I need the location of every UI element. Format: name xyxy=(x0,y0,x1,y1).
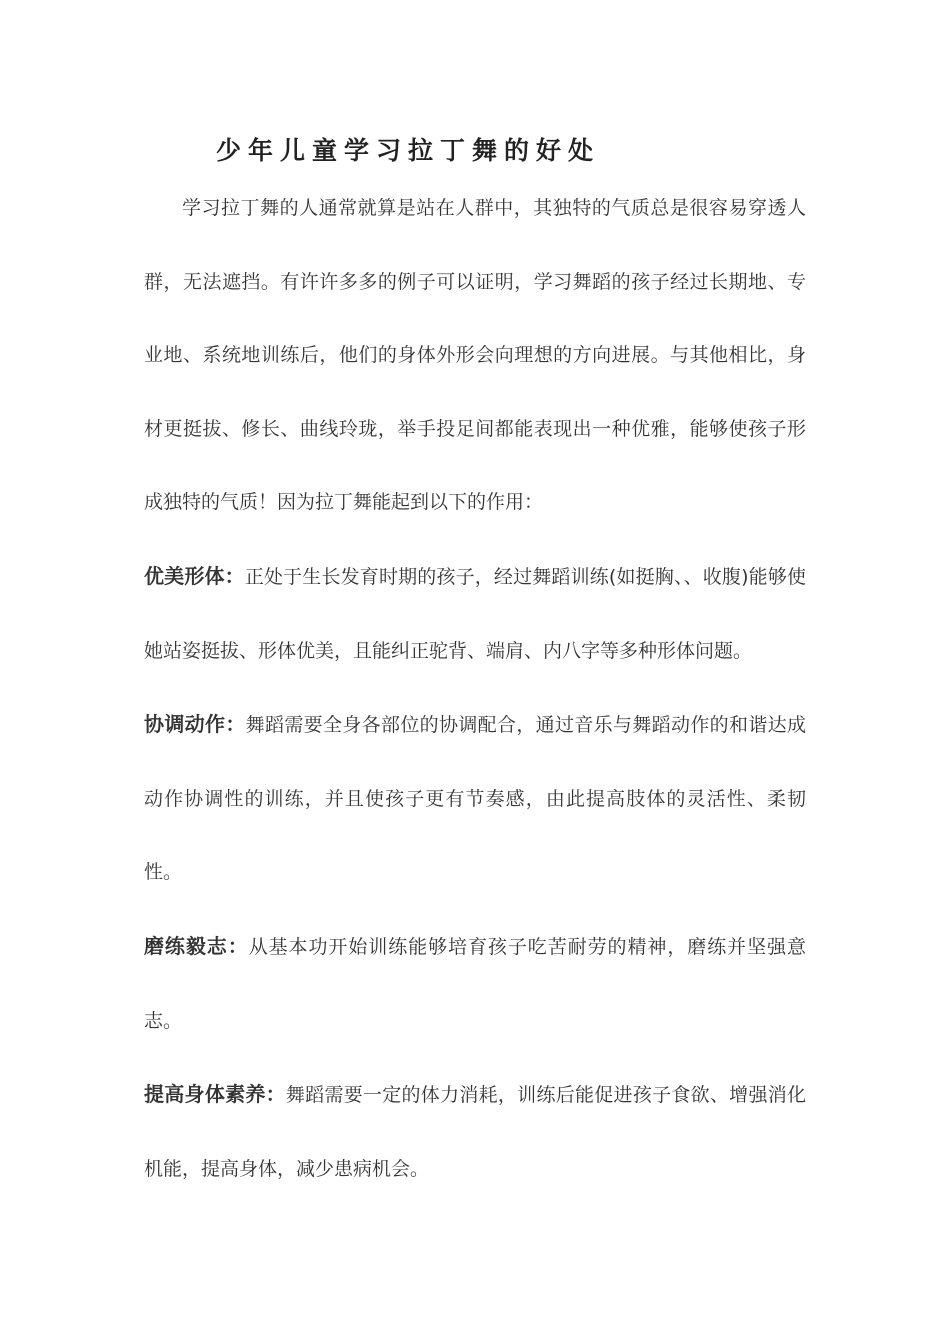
section-heading: 磨练毅志： xyxy=(144,933,249,958)
section-heading: 优美形体： xyxy=(144,563,245,588)
section-coordination xyxy=(144,688,806,910)
section-posture xyxy=(144,540,806,688)
document-body xyxy=(144,172,806,1206)
section-text: 舞蹈需要一定的体力消耗，训练后能促进孩子食欲、增强消化机能，提高身体，减少患病机会。 xyxy=(144,1084,806,1180)
section-fitness xyxy=(144,1058,806,1206)
section-willpower xyxy=(144,910,806,1058)
section-text: 从基本功开始训练能够培育孩子吃苦耐劳的精神，磨练并坚强意志。 xyxy=(144,935,806,1032)
section-text: 正处于生长发育时期的孩子，经过舞蹈训练(如挺胸、、收腹)能够使她站姿挺拔、形体优美，且能纠正驼背、端肩、内八字等多种形体问题。 xyxy=(144,565,807,662)
section-heading: 提高身体素养： xyxy=(144,1082,286,1107)
section-text: 舞蹈需要全身各部位的协调配合，通过音乐与舞蹈动作的和谐达成动作协调性的训练，并且使孩子更有节奏感，由此提高肢体的灵活性、柔韧性。 xyxy=(144,714,806,884)
section-heading: 协调动作： xyxy=(144,712,246,737)
document-title: 少年儿童学习拉丁舞的好处 xyxy=(216,136,601,165)
intro-paragraph: 学习拉丁舞的人通常就算是站在人群中，其独特的气质总是很容易穿透人群，无法遮挡。有许许多多的例子可以证明，学习舞蹈的孩子经过长期地、专业地、系统地训练后，他们的身体外形会向理想的方向进展。与其他相比，身材更挺拔、修长、曲线玲珑，举手投足间都能表现出一种优雅，能够使孩子形成独特的气质！因为拉丁舞能起到以下的作用： xyxy=(144,197,806,514)
